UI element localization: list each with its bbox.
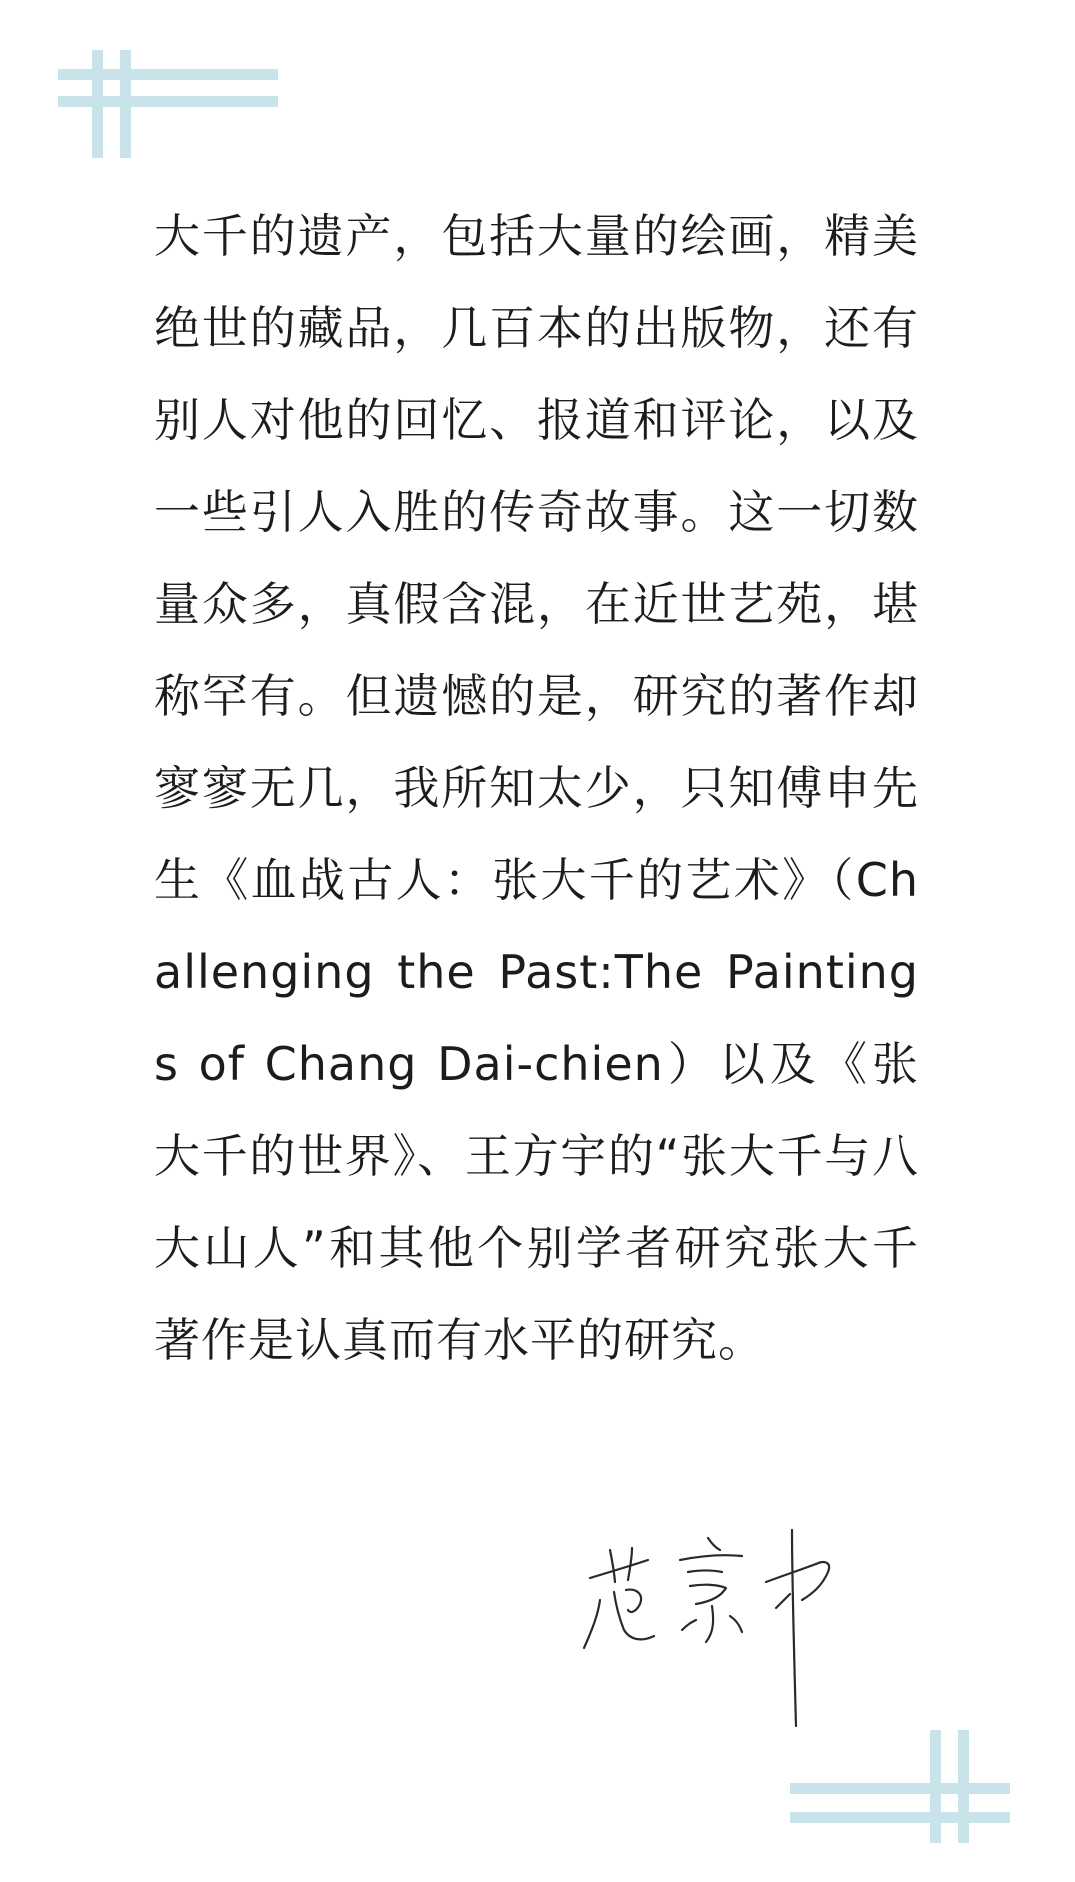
hash-pattern-icon xyxy=(58,50,278,160)
signature-icon xyxy=(570,1490,910,1740)
article-paragraph: 大千的遗产，包括大量的绘画，精美绝世的藏品，几百本的出版物，还有别人对他的回忆、报道和评论，以及一些引人入胜的传奇故事。这一切数量众多，真假含混，在近世艺苑，堪称罕有。但遗憾的是，研究的著作却寥寥无几，我所知太少，只知傅申先生《血战古人：张大千的艺术》（Challenging the Past:The Paintings of Chang Dai-chien）以及《张大千的世界》、王方宇的“张大千与八大山人”和其他个别学者研究张大千著作是认真而有水平的研究。 xyxy=(154,209,919,1367)
hash-pattern-icon xyxy=(790,1730,1010,1845)
